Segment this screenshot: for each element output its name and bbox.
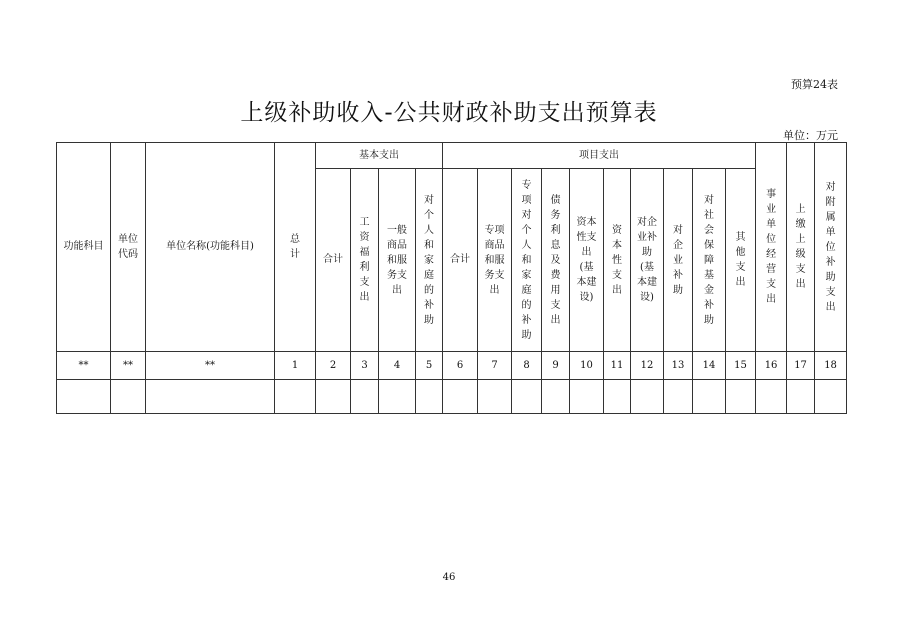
empty-cell xyxy=(542,380,570,414)
col-project-total: 合计 xyxy=(443,169,478,352)
empty-cell xyxy=(693,380,726,414)
index-cell: 5 xyxy=(416,352,443,380)
index-cell: 10 xyxy=(570,352,604,380)
col-business-units: 事业单位经营支出 xyxy=(756,143,787,352)
empty-cell xyxy=(512,380,542,414)
col-total: 总计 xyxy=(275,143,316,352)
index-cell: 13 xyxy=(664,352,693,380)
index-cell: 4 xyxy=(379,352,416,380)
empty-cell xyxy=(443,380,478,414)
index-cell: 11 xyxy=(604,352,631,380)
empty-cell xyxy=(756,380,787,414)
empty-cell xyxy=(146,380,275,414)
empty-cell xyxy=(416,380,443,414)
group-project-expenditure: 项目支出 xyxy=(443,143,756,169)
col-upper-turnover: 上缴上级支出 xyxy=(787,143,815,352)
col-enterprise-basic: 对企业补助(基本建设) xyxy=(631,169,664,352)
col-unit-name: 单位名称(功能科目) xyxy=(146,143,275,352)
index-cell: 17 xyxy=(787,352,815,380)
empty-cell xyxy=(570,380,604,414)
col-capital: 资本性支出 xyxy=(604,169,631,352)
empty-cell xyxy=(815,380,847,414)
unit-label: 单位：万元 xyxy=(783,129,838,142)
index-cell: 7 xyxy=(478,352,512,380)
index-cell: 12 xyxy=(631,352,664,380)
index-cell: 15 xyxy=(726,352,756,380)
col-func-subject: 功能科目 xyxy=(57,143,111,352)
col-debt-interest: 债务利息及费用支出 xyxy=(542,169,570,352)
budget-table xyxy=(56,142,847,414)
empty-data-row xyxy=(57,380,847,414)
index-cell: ** xyxy=(111,352,146,380)
column-index-row xyxy=(57,352,847,380)
col-general-goods: 一般商品和服务支出 xyxy=(379,169,416,352)
index-cell: 2 xyxy=(316,352,351,380)
empty-cell xyxy=(664,380,693,414)
empty-cell xyxy=(111,380,146,414)
page-title: 上级补助收入-公共财政补助支出预算表 xyxy=(240,100,658,126)
group-basic-expenditure: 基本支出 xyxy=(316,143,443,169)
col-special-goods: 专项商品和服务支出 xyxy=(478,169,512,352)
empty-cell xyxy=(631,380,664,414)
col-affiliated-subsidy: 对附属单位补助支出 xyxy=(815,143,847,352)
empty-cell xyxy=(478,380,512,414)
index-cell: 3 xyxy=(351,352,379,380)
form-code: 预算24表 xyxy=(791,78,838,91)
empty-cell xyxy=(726,380,756,414)
index-cell: 18 xyxy=(815,352,847,380)
page-number: 46 xyxy=(442,572,456,583)
col-capital-basic: 资本性支出(基本建设) xyxy=(570,169,604,352)
col-project-individuals: 专项对个人和家庭的补助 xyxy=(512,169,542,352)
col-unit-code: 单位代码 xyxy=(111,143,146,352)
empty-cell xyxy=(379,380,416,414)
index-cell: 9 xyxy=(542,352,570,380)
col-subsidy-individuals: 对个人和家庭的补助 xyxy=(416,169,443,352)
empty-cell xyxy=(604,380,631,414)
index-cell: ** xyxy=(57,352,111,380)
col-salary: 工资福利支出 xyxy=(351,169,379,352)
col-enterprise: 对企业补助 xyxy=(664,169,693,352)
empty-cell xyxy=(787,380,815,414)
empty-cell xyxy=(57,380,111,414)
col-other: 其他支出 xyxy=(726,169,756,352)
index-cell: ** xyxy=(146,352,275,380)
index-cell: 16 xyxy=(756,352,787,380)
col-social-security: 对社会保障基金补助 xyxy=(693,169,726,352)
index-cell: 14 xyxy=(693,352,726,380)
empty-cell xyxy=(316,380,351,414)
empty-cell xyxy=(351,380,379,414)
index-cell: 1 xyxy=(275,352,316,380)
col-basic-total: 合计 xyxy=(316,169,351,352)
empty-cell xyxy=(275,380,316,414)
index-cell: 6 xyxy=(443,352,478,380)
index-cell: 8 xyxy=(512,352,542,380)
